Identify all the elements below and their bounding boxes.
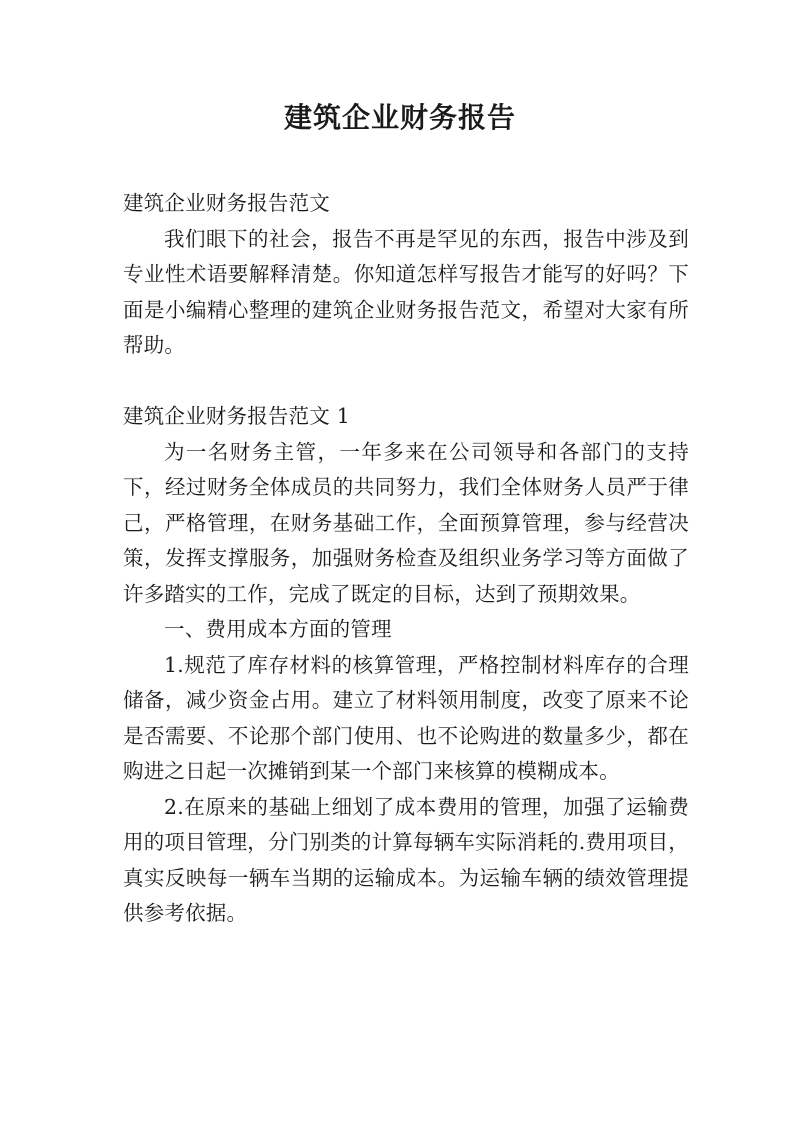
document-body bbox=[123, 186, 689, 932]
paragraph-gap bbox=[123, 364, 689, 400]
intro-paragraph: 我们眼下的社会，报告不再是罕见的东西，报告中涉及到专业性术语要解释清楚。你知道怎样写报告才能写的好吗？下面是小编精心整理的建筑企业财务报告范文，希望对大家有所帮助。 bbox=[123, 226, 689, 357]
list-item-1: 1.规范了库存材料的核算管理，严格控制材料库存的合理储备，减少资金占用。建立了材料领用制度，改变了原来不论是否需要、不论那个部门使用、也不论购进的数量多少，都在购进之日起一次摊销到某一个部门来核算的模糊成本。 bbox=[123, 652, 689, 783]
sample1-paragraph: 为一名财务主管，一年多来在公司领导和各部门的支持下，经过财务全体成员的共同努力，我们全体财务人员严于律己，严格管理，在财务基础工作，全面预算管理，参与经营决策，发挥支撑服务，加强财务检查及组织业务学习等方面做了许多踏实的工作，完成了既定的目标，达到了预期效果。 bbox=[123, 439, 689, 606]
subheading-cost-management: 一、费用成本方面的管理 bbox=[164, 617, 392, 641]
intro-heading: 建筑企业财务报告范文 bbox=[123, 191, 330, 215]
sample1-heading: 建筑企业财务报告范文 1 bbox=[123, 404, 350, 428]
list-item-2: 2.在原来的基础上细划了成本费用的管理，加强了运输费用的项目管理，分门别类的计算每辆车实际消耗的.费用项目，真实反映每一辆车当期的运输成本。为运输车辆的绩效管理提供参考依据。 bbox=[123, 794, 689, 925]
document-title: 建筑企业财务报告 bbox=[283, 101, 516, 134]
